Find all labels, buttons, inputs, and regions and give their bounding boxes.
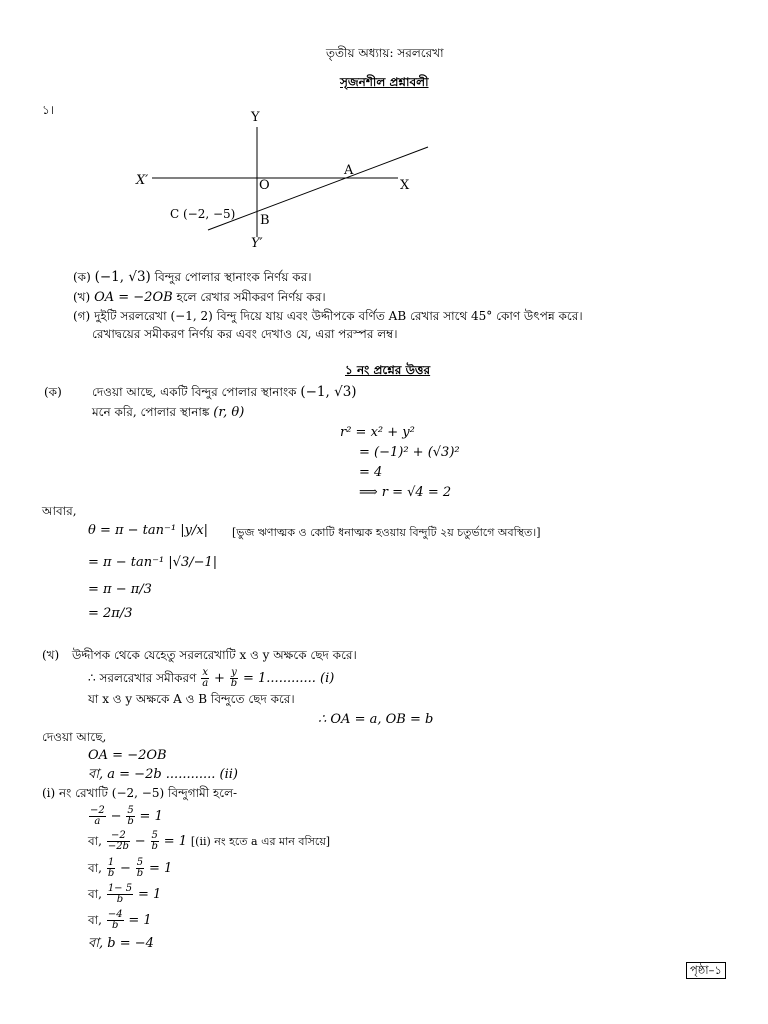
answer-ka-let-text: মনে করি, পোলার স্থানাঙ্ক — [92, 405, 210, 419]
question-kha-text: হলে রেখার সমীকরণ নির্ণয় কর। — [176, 290, 326, 304]
quadrant-note: [ভুজ ঋণাত্মক ও কোটি ধনাত্মক হওয়ায় বিন্দুটি ২য় চতুর্ভাগে অবস্থিত।] — [232, 526, 541, 539]
eq-line-3: = 4 — [359, 465, 383, 480]
given-label: দেওয়া আছে, — [42, 730, 107, 744]
answer-ka-let — [92, 405, 244, 420]
question-kha-marker: (খ) — [73, 290, 91, 304]
question-ka-math: (−1, √3) — [94, 269, 151, 285]
line-equation-row: ∴ সরলরেখার সমীকরণ $\frac{x}{a}$ + $\frac{y}{b}$ = 1............ (i) — [88, 667, 335, 689]
ba-label: বা, — [88, 913, 102, 927]
answer-ka-given-math: (−1, √3) — [300, 384, 357, 400]
answer-kha-intro: উদ্দীপক থেকে যেহেতু সরলরেখাটি x ও y অক্ষকে ছেদ করে। — [72, 648, 357, 662]
theta-line-3: = π − π/3 — [88, 582, 152, 597]
question-number: ১। — [42, 103, 55, 117]
eq-line-1: r² = x² + y² — [340, 425, 415, 440]
kha-line-1: OA = −2OB — [88, 748, 167, 763]
kha-line-2: বা, a = −2b ............ (ii) — [88, 767, 238, 782]
answer-ka-marker: (ক) — [44, 385, 62, 399]
chapter-title: তৃতীয় অধ্যায়: সরলরেখা — [326, 46, 444, 60]
question-ga-marker: (গ) — [73, 309, 91, 323]
label-x-prime: X′ — [136, 173, 149, 188]
label-o: O — [259, 178, 270, 193]
kha-line-4-tail: = 1 — [139, 809, 163, 824]
coordinate-diagram — [130, 105, 440, 255]
kha-line-7: বা, $\frac{1- 5}{b}$ = 1 — [88, 883, 162, 905]
label-b: B — [260, 213, 270, 228]
kha-line-5: বা, $\frac{-2}{-2b}$ − $\frac{5}{b}$ = 1 [(ii) নং হতে a এর মান বসিয়ে] — [88, 830, 331, 852]
line-equation-tail: = 1............ (i) — [243, 671, 335, 686]
question-ga-text2: রেখাদ্বয়ের সমীকরণ নির্ণয় কর এবং দেখাও যে, এরা পরস্পর লম্ব। — [92, 327, 398, 341]
question-ga-text: দুইটি সরলরেখা (−1, 2) বিন্দু দিয়ে যায় এবং উদ্দীপকে বর্ণিত AB রেখার সাথে 45° কোণ উৎপন্ন করে। — [94, 309, 583, 323]
kha-line-4: $\frac{-2}{a}$ − $\frac{5}{b}$ = 1 — [90, 805, 163, 827]
question-ka — [73, 270, 312, 285]
eq-line-2: = (−1)² + (√3)² — [359, 445, 460, 460]
fraction-y-over-b: $\frac{y}{b}$ — [230, 667, 238, 689]
label-c: C (−2, −5) — [170, 207, 236, 221]
line-equation-label: ∴ সরলরেখার সমীকরণ — [88, 671, 197, 685]
label-a: A — [344, 163, 354, 178]
again-label: আবার, — [42, 504, 77, 518]
theta-line-1: θ = π − tan⁻¹ |y/x| — [88, 523, 209, 538]
answer-ka-let-math: (r, θ) — [213, 405, 245, 420]
kha-line-5-note: [(ii) নং হতে a এর মান বসিয়ে] — [190, 835, 331, 848]
answer-title: ১ নং প্রশ্নের উত্তর — [345, 363, 431, 377]
kha-line-6: বা, $\frac{1}{b}$ − $\frac{5}{b}$ = 1 — [88, 857, 173, 879]
question-ga — [73, 309, 583, 324]
fraction-x-over-a: $\frac{x}{a}$ — [202, 667, 209, 689]
question-kha — [73, 290, 326, 305]
ba-label: বা, — [88, 834, 102, 848]
kha-line-9: বা, b = −4 — [88, 936, 154, 951]
ba-label: বা, — [88, 861, 102, 875]
cut-axes-text: যা x ও y অক্ষকে A ও B বিন্দুতে ছেদ করে। — [88, 692, 295, 706]
eq-line-4: ⟹ r = √4 = 2 — [359, 485, 452, 500]
answer-kha-marker: (খ) — [42, 648, 60, 662]
theta-line-4: = 2π/3 — [88, 606, 133, 621]
page-number: পৃষ্ঠা–১ — [686, 962, 726, 979]
label-y-prime: Y′ — [251, 236, 263, 251]
ba-label: বা, — [88, 887, 102, 901]
section-title: সৃজনশীল প্রশ্নাবলী — [340, 75, 429, 89]
answer-ka-given — [92, 385, 357, 400]
answer-ka-given-text: দেওয়া আছে, একটি বিন্দুর পোলার স্থানাংক — [92, 385, 297, 399]
kha-line-3: (i) নং রেখাটি (−2, −5) বিন্দুগামী হলে- — [42, 786, 238, 800]
line-ab — [208, 147, 428, 230]
oa-ob-line: ∴ OA = a, OB = b — [318, 712, 434, 727]
label-y: Y — [251, 110, 260, 125]
question-kha-math: OA = −2OB — [94, 290, 173, 305]
label-x: X — [400, 178, 410, 193]
question-ka-text: বিন্দুর পোলার স্থানাংক নির্ণয় কর। — [154, 270, 312, 284]
question-ka-marker: (ক) — [73, 270, 91, 284]
theta-line-2: = π − tan⁻¹ |√3/−1| — [88, 555, 218, 570]
kha-line-8: বা, $\frac{-4}{b}$ = 1 — [88, 909, 152, 931]
